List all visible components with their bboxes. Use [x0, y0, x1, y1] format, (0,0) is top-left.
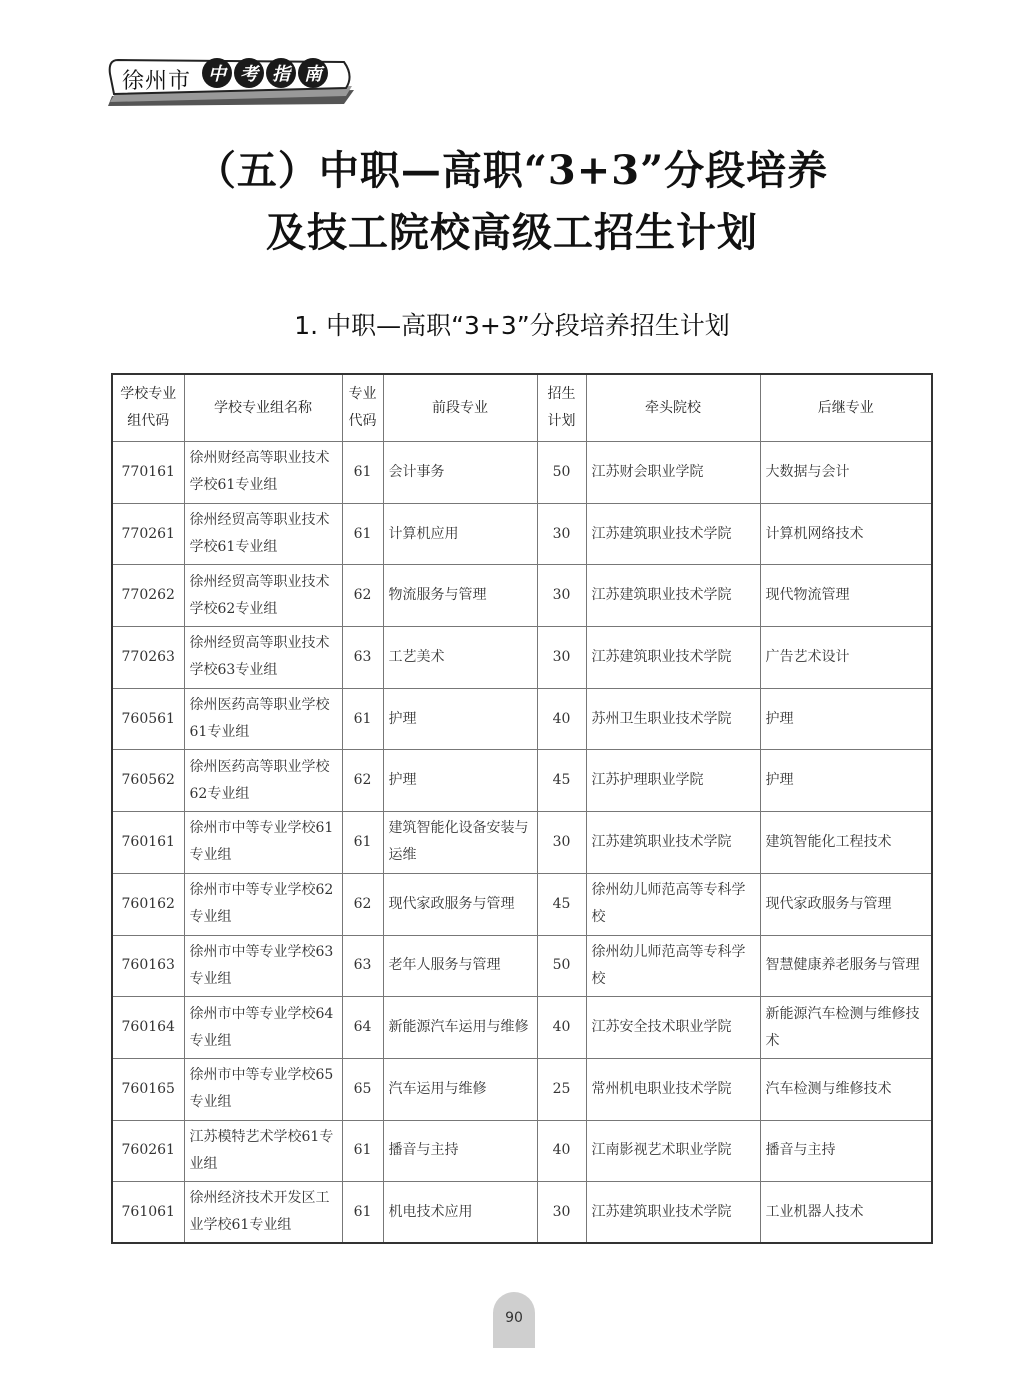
cell-enroll-plan: 30 — [537, 503, 586, 565]
cell-group-name: 徐州医药高等职业学校62专业组 — [184, 750, 342, 812]
cell-front-major: 工艺美术 — [383, 627, 537, 689]
cell-follow-major: 工业机器人技术 — [760, 1182, 932, 1244]
header-follow-major: 后继专业 — [760, 374, 932, 442]
cell-lead-college: 常州机电职业技术学院 — [586, 1058, 760, 1120]
cell-enroll-plan: 50 — [537, 935, 586, 997]
cell-group-name: 徐州经济技术开发区工业学校61专业组 — [184, 1182, 342, 1244]
cell-major-code: 62 — [342, 565, 383, 627]
cell-lead-college: 江苏建筑职业技术学院 — [586, 1182, 760, 1244]
cell-group-name: 江苏模特艺术学校61专业组 — [184, 1120, 342, 1182]
table-row — [112, 442, 932, 504]
cell-enroll-plan: 40 — [537, 1120, 586, 1182]
cell-lead-college: 江苏建筑职业技术学院 — [586, 503, 760, 565]
header-lead-college: 牵头院校 — [586, 374, 760, 442]
header-city: 徐州市 — [122, 69, 192, 94]
cell-front-major: 建筑智能化设备安装与运维 — [383, 812, 537, 874]
cell-follow-major: 建筑智能化工程技术 — [760, 812, 932, 874]
cell-group-code: 770161 — [112, 442, 184, 504]
cell-group-name: 徐州市中等专业学校62专业组 — [184, 873, 342, 935]
table-row — [112, 935, 932, 997]
header-major-code: 专业代码 — [342, 374, 383, 442]
cell-enroll-plan: 30 — [537, 1182, 586, 1244]
cell-lead-college: 徐州幼儿师范高等专科学校 — [586, 873, 760, 935]
cell-enroll-plan: 30 — [537, 627, 586, 689]
cell-front-major: 计算机应用 — [383, 503, 537, 565]
cell-enroll-plan: 50 — [537, 442, 586, 504]
cell-group-code: 770263 — [112, 627, 184, 689]
cell-lead-college: 江苏护理职业学院 — [586, 750, 760, 812]
cell-major-code: 64 — [342, 997, 383, 1059]
cell-group-code: 760165 — [112, 1058, 184, 1120]
cell-group-code: 770261 — [112, 503, 184, 565]
cell-front-major: 护理 — [383, 750, 537, 812]
header-char-4: 南 — [298, 58, 328, 88]
cell-follow-major: 智慧健康养老服务与管理 — [760, 935, 932, 997]
cell-front-major: 机电技术应用 — [383, 1182, 537, 1244]
cell-follow-major: 护理 — [760, 750, 932, 812]
table-body — [112, 442, 932, 1244]
cell-major-code: 63 — [342, 627, 383, 689]
cell-group-name: 徐州经贸高等职业技术学校62专业组 — [184, 565, 342, 627]
cell-follow-major: 护理 — [760, 688, 932, 750]
cell-enroll-plan: 30 — [537, 812, 586, 874]
cell-major-code: 61 — [342, 503, 383, 565]
cell-lead-college: 苏州卫生职业技术学院 — [586, 688, 760, 750]
cell-major-code: 63 — [342, 935, 383, 997]
cell-major-code: 61 — [342, 1182, 383, 1244]
cell-group-name: 徐州市中等专业学校63专业组 — [184, 935, 342, 997]
enrollment-plan-table — [111, 373, 933, 1244]
header-char-2: 考 — [234, 58, 264, 88]
table-row — [112, 812, 932, 874]
table-row — [112, 1182, 932, 1244]
cell-front-major: 老年人服务与管理 — [383, 935, 537, 997]
cell-front-major: 会计事务 — [383, 442, 537, 504]
cell-front-major: 新能源汽车运用与维修 — [383, 997, 537, 1059]
cell-major-code: 61 — [342, 442, 383, 504]
header-group-name: 学校专业组名称 — [184, 374, 342, 442]
cell-group-name: 徐州市中等专业学校65专业组 — [184, 1058, 342, 1120]
header-guide-chars — [202, 58, 328, 88]
cell-group-name: 徐州市中等专业学校61专业组 — [184, 812, 342, 874]
page-title — [0, 140, 1024, 264]
cell-enroll-plan: 25 — [537, 1058, 586, 1120]
cell-major-code: 62 — [342, 750, 383, 812]
cell-major-code: 65 — [342, 1058, 383, 1120]
cell-front-major: 现代家政服务与管理 — [383, 873, 537, 935]
cell-follow-major: 广告艺术设计 — [760, 627, 932, 689]
header-char-3: 指 — [266, 58, 296, 88]
header-char-1: 中 — [202, 58, 232, 88]
table-header-row — [112, 374, 932, 442]
header-front-major: 前段专业 — [383, 374, 537, 442]
table-row — [112, 627, 932, 689]
cell-front-major: 物流服务与管理 — [383, 565, 537, 627]
cell-major-code: 61 — [342, 1120, 383, 1182]
table-row — [112, 1058, 932, 1120]
cell-enroll-plan: 45 — [537, 873, 586, 935]
cell-group-code: 761061 — [112, 1182, 184, 1244]
cell-group-code: 770262 — [112, 565, 184, 627]
cell-enroll-plan: 40 — [537, 997, 586, 1059]
cell-front-major: 护理 — [383, 688, 537, 750]
cell-enroll-plan: 45 — [537, 750, 586, 812]
table-row — [112, 750, 932, 812]
cell-follow-major: 计算机网络技术 — [760, 503, 932, 565]
cell-lead-college: 江南影视艺术职业学院 — [586, 1120, 760, 1182]
header-group-code: 学校专业组代码 — [112, 374, 184, 442]
table-row — [112, 997, 932, 1059]
cell-group-name: 徐州财经高等职业技术学校61专业组 — [184, 442, 342, 504]
cell-group-name: 徐州经贸高等职业技术学校63专业组 — [184, 627, 342, 689]
cell-follow-major: 新能源汽车检测与维修技术 — [760, 997, 932, 1059]
table-row — [112, 688, 932, 750]
cell-major-code: 61 — [342, 688, 383, 750]
cell-lead-college: 江苏建筑职业技术学院 — [586, 627, 760, 689]
cell-group-code: 760164 — [112, 997, 184, 1059]
header-enroll-plan: 招生计划 — [537, 374, 586, 442]
cell-lead-college: 江苏安全技术职业学院 — [586, 997, 760, 1059]
cell-group-code: 760561 — [112, 688, 184, 750]
cell-group-name: 徐州市中等专业学校64专业组 — [184, 997, 342, 1059]
cell-follow-major: 现代家政服务与管理 — [760, 873, 932, 935]
cell-lead-college: 江苏建筑职业技术学院 — [586, 565, 760, 627]
cell-major-code: 61 — [342, 812, 383, 874]
cell-major-code: 62 — [342, 873, 383, 935]
cell-enroll-plan: 30 — [537, 565, 586, 627]
cell-enroll-plan: 40 — [537, 688, 586, 750]
cell-front-major: 播音与主持 — [383, 1120, 537, 1182]
cell-follow-major: 大数据与会计 — [760, 442, 932, 504]
table-row — [112, 873, 932, 935]
cell-follow-major: 现代物流管理 — [760, 565, 932, 627]
table-row — [112, 1120, 932, 1182]
cell-group-name: 徐州医药高等职业学校61专业组 — [184, 688, 342, 750]
cell-group-code: 760163 — [112, 935, 184, 997]
cell-follow-major: 汽车检测与维修技术 — [760, 1058, 932, 1120]
cell-group-code: 760562 — [112, 750, 184, 812]
title-line-1: （五）中职—高职“3+3”分段培养 — [195, 147, 829, 194]
table-row — [112, 565, 932, 627]
section-subtitle: 1. 中职—高职“3+3”分段培养招生计划 — [294, 311, 730, 340]
title-line-2: 及技工院校高级工招生计划 — [266, 209, 758, 256]
page-number: 90 — [505, 1310, 523, 1326]
cell-lead-college: 江苏建筑职业技术学院 — [586, 812, 760, 874]
cell-group-name: 徐州经贸高等职业技术学校61专业组 — [184, 503, 342, 565]
cell-lead-college: 江苏财会职业学院 — [586, 442, 760, 504]
table-row — [112, 503, 932, 565]
header-banner — [108, 56, 354, 106]
cell-front-major: 汽车运用与维修 — [383, 1058, 537, 1120]
cell-follow-major: 播音与主持 — [760, 1120, 932, 1182]
page-number-tab — [493, 1292, 535, 1348]
cell-group-code: 760162 — [112, 873, 184, 935]
cell-group-code: 760261 — [112, 1120, 184, 1182]
cell-group-code: 760161 — [112, 812, 184, 874]
cell-lead-college: 徐州幼儿师范高等专科学校 — [586, 935, 760, 997]
